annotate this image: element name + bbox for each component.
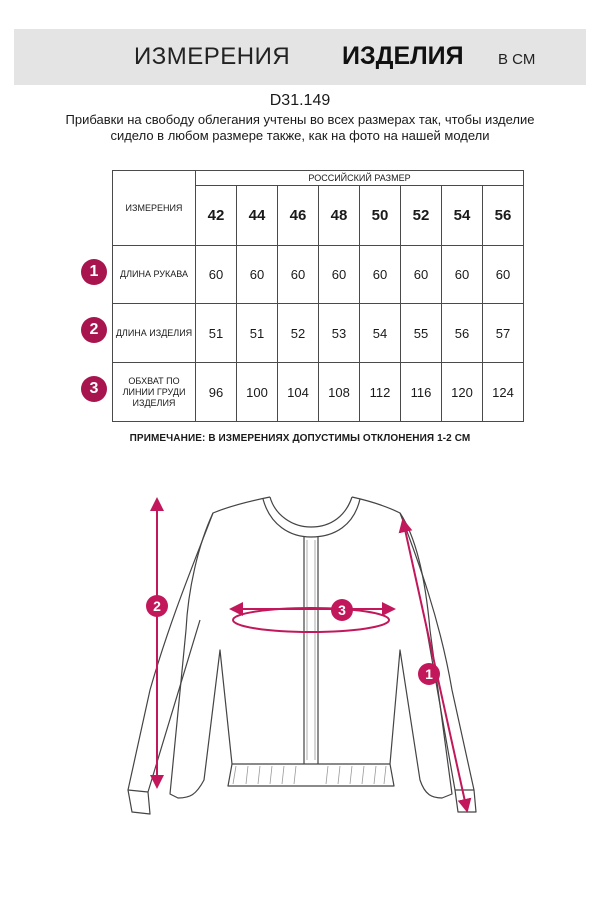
size-chart-table	[112, 170, 524, 422]
knit-ribbing	[233, 540, 386, 784]
table-cell: 60	[319, 246, 360, 304]
left-sleeve	[128, 513, 213, 792]
size-header: 48	[319, 186, 360, 246]
collar-outer	[263, 499, 360, 537]
size-header: 54	[442, 186, 483, 246]
table-cell: 60	[196, 246, 237, 304]
row-label-sleeve-length: ДЛИНА РУКАВА	[113, 246, 196, 304]
russian-size-group-header: РОССИЙСКИЙ РАЗМЕР	[196, 171, 524, 186]
table-cell: 52	[278, 304, 319, 363]
table-cell: 104	[278, 363, 319, 422]
table-cell: 51	[196, 304, 237, 363]
title-part-measurements: ИЗМЕРЕНИЯ	[134, 43, 291, 70]
table-row	[113, 363, 524, 422]
title-part-garment: ИЗДЕЛИЯ	[342, 42, 464, 70]
collar-inner	[270, 497, 352, 527]
table-cell: 112	[360, 363, 401, 422]
row-label-garment-length: ДЛИНА ИЗДЕЛИЯ	[113, 304, 196, 363]
marker-chest-girth: 3	[331, 599, 353, 621]
row-number-badge-1: 1	[81, 259, 107, 285]
tolerance-note: ПРИМЕЧАНИЕ: В ИЗМЕРЕНИЯХ ДОПУСТИМЫ ОТКЛОНЕНИЯ 1-2 СМ	[129, 433, 471, 444]
table-row	[113, 246, 524, 304]
table-cell: 60	[278, 246, 319, 304]
table-cell: 124	[483, 363, 524, 422]
row-label-chest-girth: ОБХВАТ ПО ЛИНИИ ГРУДИ ИЗДЕЛИЯ	[113, 363, 196, 422]
table-row	[113, 304, 524, 363]
row-number-badge-3: 3	[81, 376, 107, 402]
table-header-row	[113, 171, 524, 186]
size-header: 42	[196, 186, 237, 246]
cardigan-diagram	[0, 470, 600, 900]
table-cell: 116	[401, 363, 442, 422]
measurements-column-header: ИЗМЕРЕНИЯ	[113, 171, 196, 246]
waistband	[228, 764, 394, 786]
table-cell: 108	[319, 363, 360, 422]
marker-garment-length: 2	[146, 595, 168, 617]
marker-sleeve-length: 1	[418, 663, 440, 685]
title-banner	[14, 29, 586, 85]
left-cuff	[128, 790, 150, 814]
size-header: 56	[483, 186, 524, 246]
cardigan-outline	[170, 497, 452, 798]
table-cell: 56	[442, 304, 483, 363]
size-header: 46	[278, 186, 319, 246]
title-part-units: В СМ	[498, 51, 536, 68]
table-cell: 57	[483, 304, 524, 363]
placket	[304, 536, 318, 764]
table-cell: 54	[360, 304, 401, 363]
table-cell: 60	[442, 246, 483, 304]
table-cell: 55	[401, 304, 442, 363]
size-header: 44	[237, 186, 278, 246]
chest-girth-ellipse	[233, 608, 389, 632]
table-cell: 120	[442, 363, 483, 422]
size-header: 52	[401, 186, 442, 246]
table-cell: 60	[237, 246, 278, 304]
size-header: 50	[360, 186, 401, 246]
table-cell: 53	[319, 304, 360, 363]
table-cell: 60	[483, 246, 524, 304]
table-cell: 60	[401, 246, 442, 304]
fit-allowance-note: Прибавки на свободу облегания учтены во всех размерах так, чтобы изделие сидело в любом размере также, как на фото на нашей модели	[65, 112, 535, 143]
table-cell: 96	[196, 363, 237, 422]
product-code: D31.149	[269, 92, 331, 109]
table-cell: 60	[360, 246, 401, 304]
table-cell: 100	[237, 363, 278, 422]
row-number-badge-2: 2	[81, 317, 107, 343]
table-cell: 51	[237, 304, 278, 363]
